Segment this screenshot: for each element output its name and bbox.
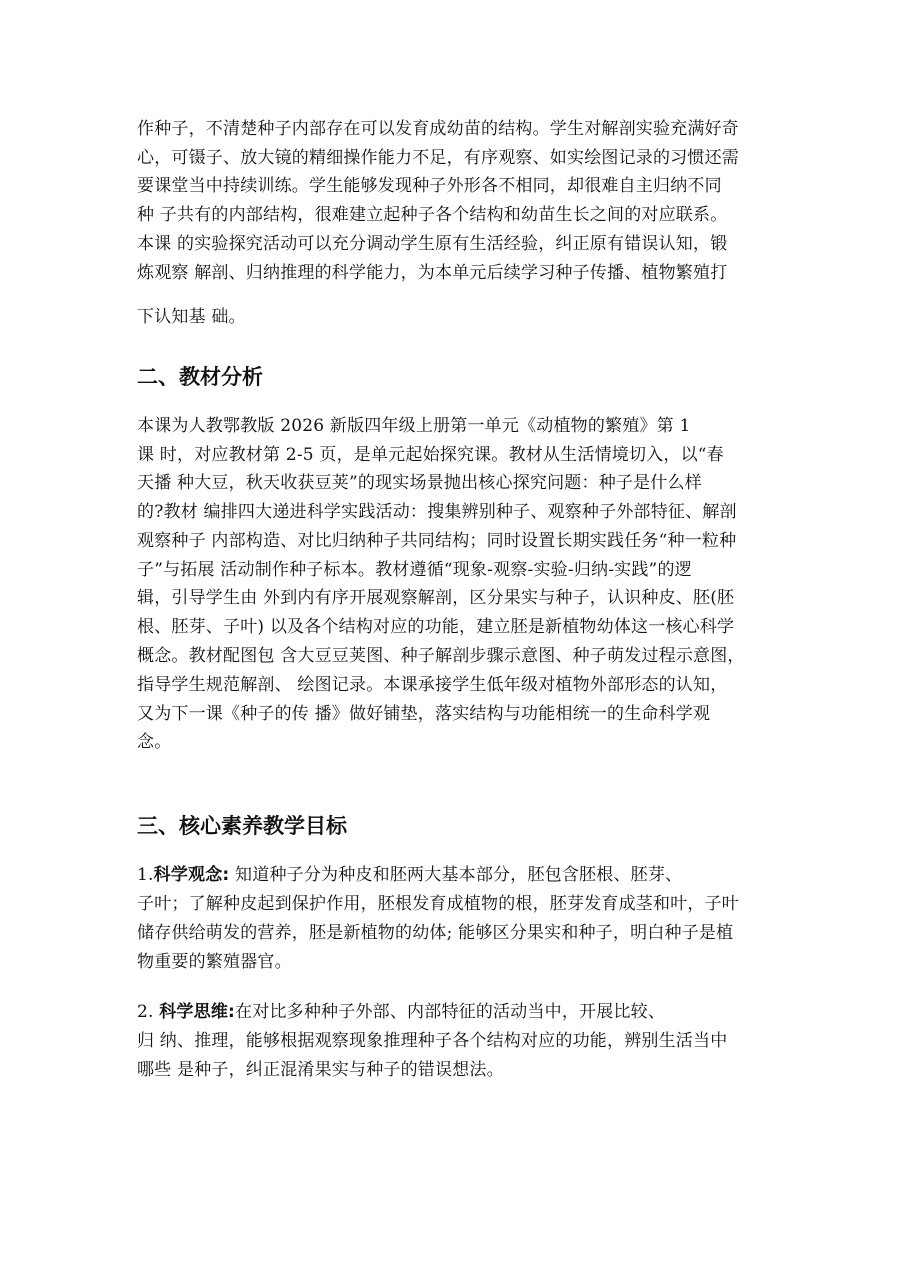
section-heading-core-goals: 三、核心素养教学目标 <box>137 814 347 838</box>
goal-title: 科学思维: <box>159 1002 236 1022</box>
text-line: 根、胚芽、子叶) 以及各个结构对应的功能，建立胚是新植物幼体这一核心科学 <box>137 617 735 637</box>
text-line: 课 时，对应教材第 2-5 页，是单元起始探究课。教材从生活情境切入，以“春 <box>137 445 724 465</box>
text-line: 心，可镊子、放大镜的精细操作能力不足，有序观察、如实绘图记录的习惯还需 <box>137 148 739 168</box>
section-heading-textbook-analysis: 二、教材分析 <box>137 365 263 389</box>
text-line: 辑，引导学生由 外到内有序开展观察解剖，区分果实与种子，认识种皮、胚(胚 <box>137 588 735 608</box>
goal-text: 在对比多种种子外部、内部特征的活动当中，开展比较、 <box>235 1002 666 1022</box>
text-line <box>137 865 682 885</box>
text-line: 要课堂当中持续训练。学生能够发现种子外形各不相同，却很难自主归纳不同 <box>137 176 722 196</box>
text-line: 种 子共有的内部结构，很难建立起种子各个结构和幼苗生长之间的对应联系。 <box>137 205 728 225</box>
text-line: 天播 种大豆，秋天收获豆荚”的现实场景抛出核心探究问题：种子是什么样 <box>137 473 702 493</box>
text-line: 的?教材 编排四大递进科学实践活动：搜集辨别种子、观察种子外部特征、解剖 <box>137 502 737 522</box>
text-line: 又为下一课《种子的传 播》做好铺垫，落实结构与功能相统一的生命科学观 <box>137 704 711 724</box>
goal-title: 科学观念: <box>153 865 230 885</box>
goal-number: 2. <box>137 1002 160 1022</box>
text-line: 念。 <box>137 732 172 752</box>
text-line: 哪些 是种子，纠正混淆果实与种子的错误想法。 <box>137 1060 504 1080</box>
text-line: 本课为人教鄂教版 2026 新版四年级上册第一单元《动植物的繁殖》第 1 <box>137 416 691 436</box>
text-line: 物重要的繁殖器官。 <box>137 952 292 972</box>
text-line <box>137 1002 665 1022</box>
goal-text: 知道种子分为种皮和胚两大基本部分，胚包含胚根、胚芽、 <box>229 865 683 885</box>
text-line: 指导学生规范解剖、 绘图记录。本课承接学生低年级对植物外部形态的认知， <box>137 675 728 695</box>
text-line: 本课 的实验探究活动可以充分调动学生原有生活经验，纠正原有错误认知，锻 <box>137 234 728 254</box>
text-line: 归 纳、推理，能够根据观察现象推理种子各个结构对应的功能，辨别生活当中 <box>137 1031 728 1051</box>
text-line: 子”与拓展 活动制作种子标本。教材遵循“现象-观察-实验-归纳-实践”的逻 <box>137 560 692 580</box>
goal-number: 1. <box>137 865 154 885</box>
text-line: 储存供给萌发的营养，胚是新植物的幼体; 能够区分果实和种子，明白种子是植 <box>137 923 734 943</box>
text-line: 观察种子 内部构造、对比归纳种子共同结构；同时设置长期实践任务“种一粒种 <box>137 531 737 551</box>
text-line: 作种子，不清楚种子内部存在可以发育成幼苗的结构。学生对解剖实验充满好奇 <box>137 119 739 139</box>
text-line: 炼观察 解剖、归纳推理的科学能力，为本单元后续学习种子传播、植物繁殖打 <box>137 263 728 283</box>
text-line: 子叶；了解种皮起到保护作用，胚根发育成植物的根，胚芽发育成茎和叶，子叶 <box>137 894 739 914</box>
text-line: 下认知基 础。 <box>137 307 246 327</box>
text-line: 概念。教材配图包 含大豆豆荚图、种子解剖步骤示意图、种子萌发过程示意图， <box>137 646 745 666</box>
